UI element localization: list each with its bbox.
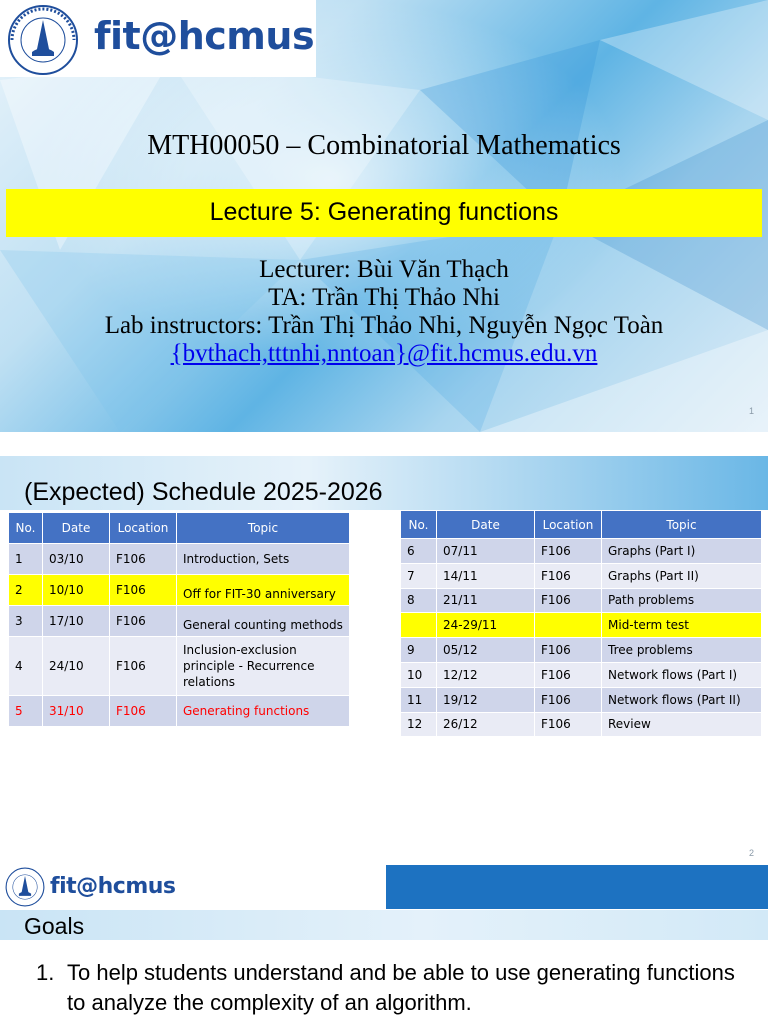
brand-logo-text: fit@hcmus — [94, 14, 315, 58]
table-row — [401, 613, 762, 638]
cell-topic: Generating functions — [177, 696, 350, 727]
table-row — [9, 606, 350, 637]
cell-location: F106 — [535, 539, 602, 564]
cell-no: 7 — [401, 563, 437, 588]
table-header-row — [401, 511, 762, 539]
slide-number: 2 — [749, 848, 755, 858]
cell-no: 12 — [401, 712, 437, 737]
list-item — [36, 958, 756, 1018]
column-header-no: No. — [401, 511, 437, 539]
cell-location: F106 — [535, 638, 602, 663]
table-row — [9, 575, 350, 606]
column-header-date: Date — [43, 513, 110, 544]
cell-location: F106 — [535, 588, 602, 613]
university-seal-icon — [6, 4, 80, 76]
lecturer-line: Lecturer: Bùi Văn Thạch — [259, 256, 509, 283]
lecture-title: Lecture 5: Generating functions — [6, 189, 762, 237]
cell-topic: Mid-term test — [602, 613, 762, 638]
slide-title: Goals — [24, 913, 85, 939]
cell-date: 19/12 — [437, 687, 535, 712]
cell-no: 6 — [401, 539, 437, 564]
table-row — [401, 687, 762, 712]
cell-no: 9 — [401, 638, 437, 663]
cell-location: F106 — [110, 575, 177, 606]
table-row — [401, 712, 762, 737]
cell-date: 12/12 — [437, 662, 535, 687]
lab-instructors-line: Lab instructors: Trần Thị Thảo Nhi, Nguyễn Ngọc Toàn — [104, 312, 664, 339]
slide-number: 1 — [749, 406, 755, 416]
column-header-location: Location — [535, 511, 602, 539]
table-row — [401, 662, 762, 687]
ta-line: TA: Trần Thị Thảo Nhi — [268, 284, 500, 311]
cell-date: 24/10 — [43, 637, 110, 696]
cell-no: 1 — [9, 544, 43, 575]
column-header-location: Location — [110, 513, 177, 544]
cell-no: 8 — [401, 588, 437, 613]
slide-title: (Expected) Schedule 2025-2026 — [24, 478, 383, 506]
university-seal-icon — [4, 867, 46, 907]
table-row — [9, 544, 350, 575]
column-header-no: No. — [9, 513, 43, 544]
cell-location: F106 — [110, 637, 177, 696]
cell-location: F106 — [110, 544, 177, 575]
course-title: MTH00050 – Combinatorial Mathematics — [147, 130, 621, 161]
email-link[interactable]: {bvthach,tttnhi,nntoan}@fit.hcmus.edu.vn — [170, 340, 598, 367]
cell-topic: General counting methods — [177, 606, 350, 637]
table-header-row — [9, 513, 350, 544]
cell-topic: Graphs (Part II) — [602, 563, 762, 588]
cell-topic: Inclusion-exclusion principle - Recurrence relations — [177, 637, 350, 696]
title-band — [0, 910, 768, 940]
cell-date: 07/11 — [437, 539, 535, 564]
schedule-table-left — [8, 512, 350, 727]
header-accent-bar — [386, 865, 768, 909]
table-row — [401, 563, 762, 588]
cell-topic: Path problems — [602, 588, 762, 613]
column-header-date: Date — [437, 511, 535, 539]
instructors-block — [0, 256, 768, 368]
cell-topic: Graphs (Part I) — [602, 539, 762, 564]
list-item-number: 1. — [36, 960, 55, 985]
cell-topic: Network flows (Part II) — [602, 687, 762, 712]
cell-topic: Tree problems — [602, 638, 762, 663]
cell-no: 5 — [9, 696, 43, 727]
cell-date: 14/11 — [437, 563, 535, 588]
table-row — [9, 696, 350, 727]
cell-no: 10 — [401, 662, 437, 687]
logo-header — [0, 0, 316, 77]
logo-header — [0, 864, 180, 910]
cell-no: 3 — [9, 606, 43, 637]
cell-location: F106 — [535, 687, 602, 712]
cell-location: F106 — [535, 712, 602, 737]
cell-location: F106 — [535, 662, 602, 687]
cell-date: 10/10 — [43, 575, 110, 606]
column-header-topic: Topic — [177, 513, 350, 544]
cell-topic: Introduction, Sets — [177, 544, 350, 575]
list-item-text: To help students understand and be able to use generating functions to analyze the complexity of an algorithm. — [67, 960, 735, 1015]
cell-topic: Network flows (Part I) — [602, 662, 762, 687]
cell-date: 17/10 — [43, 606, 110, 637]
cell-date: 24-29/11 — [437, 613, 535, 638]
cell-location: F106 — [110, 696, 177, 727]
column-header-topic: Topic — [602, 511, 762, 539]
cell-no: 11 — [401, 687, 437, 712]
table-row — [401, 539, 762, 564]
cell-topic: Review — [602, 712, 762, 737]
table-row — [401, 588, 762, 613]
cell-date: 31/10 — [43, 696, 110, 727]
cell-no — [401, 613, 437, 638]
cell-topic: Off for FIT-30 anniversary — [177, 575, 350, 606]
goals-list — [36, 958, 756, 1018]
cell-location: F106 — [110, 606, 177, 637]
table-row — [401, 638, 762, 663]
cell-location — [535, 613, 602, 638]
schedule-table-right — [400, 510, 762, 737]
cell-no: 4 — [9, 637, 43, 696]
cell-date: 05/12 — [437, 638, 535, 663]
cell-location: F106 — [535, 563, 602, 588]
title-slide — [0, 0, 768, 432]
goals-slide — [0, 864, 768, 1024]
brand-logo-text: fit@hcmus — [50, 874, 176, 899]
cell-no: 2 — [9, 575, 43, 606]
schedule-slide — [0, 432, 768, 864]
table-row — [9, 637, 350, 696]
cell-date: 21/11 — [437, 588, 535, 613]
cell-date: 26/12 — [437, 712, 535, 737]
cell-date: 03/10 — [43, 544, 110, 575]
